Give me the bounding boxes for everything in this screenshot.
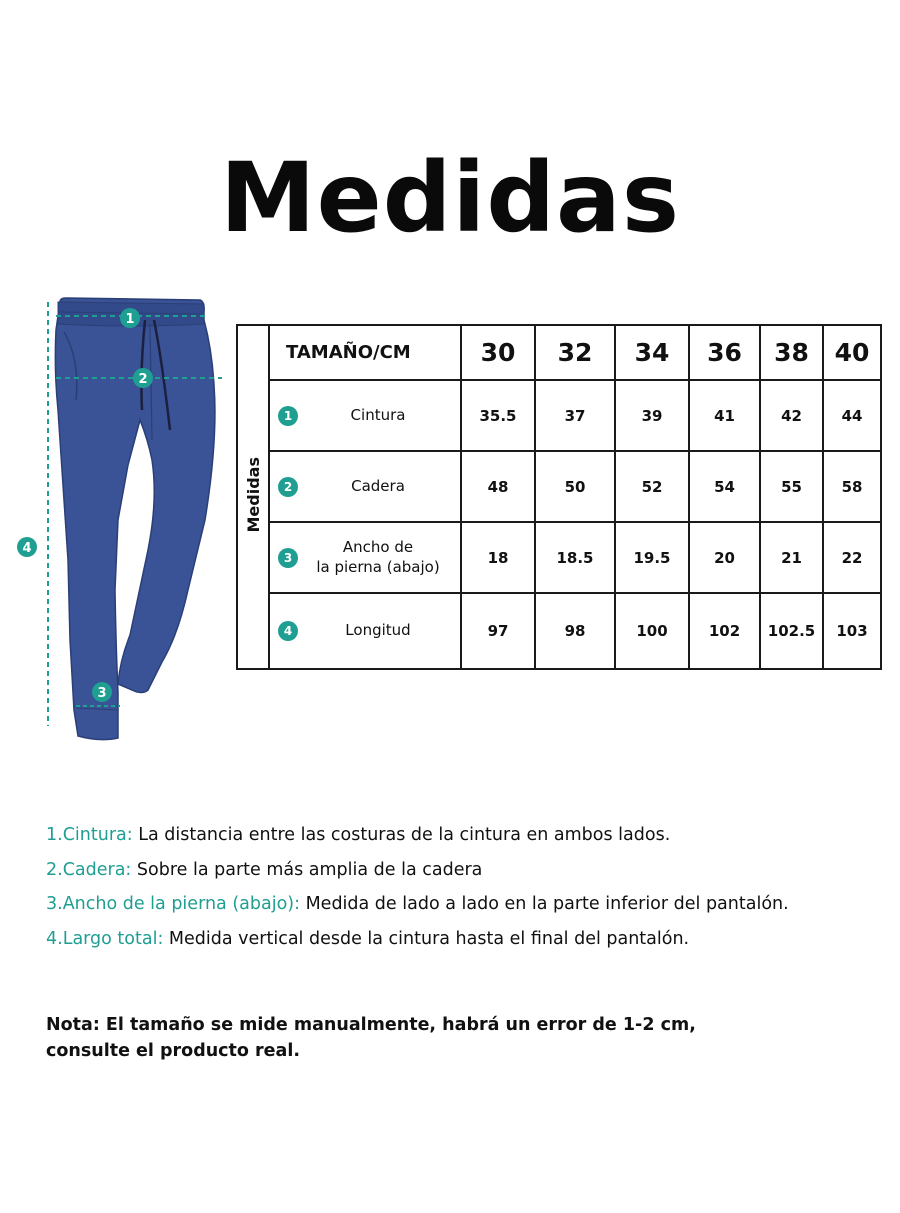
number-badge: 2: [278, 477, 298, 497]
size-header: 36: [689, 325, 760, 380]
definition-text: Sobre la parte más amplia de la cadera: [131, 859, 483, 880]
table-cell: 42: [760, 380, 823, 451]
svg-text:4: 4: [22, 541, 32, 556]
size-header: 30: [461, 325, 535, 380]
svg-text:1: 1: [125, 312, 135, 327]
measure-cell: [269, 451, 461, 522]
svg-text:2: 2: [138, 372, 148, 387]
measure-name: Cadera: [351, 476, 405, 495]
size-header: 34: [615, 325, 689, 380]
definition-term: 2.Cadera:: [46, 859, 132, 880]
definition-text: Medida vertical desde la cintura hasta el final del pantalón.: [163, 928, 690, 949]
side-label: Medidas: [243, 457, 263, 533]
side-label-cell: [237, 325, 269, 669]
header-label: TAMAÑO/CM: [269, 325, 461, 380]
size-table: [236, 324, 882, 670]
measure-name-line1: Ancho de: [342, 538, 414, 556]
number-badge: 3: [278, 548, 298, 568]
table-cell: 50: [535, 451, 615, 522]
definition-item: [46, 853, 789, 888]
definition-text: La distancia entre las costuras de la cintura en ambos lados.: [132, 825, 671, 845]
table-cell: 55: [760, 451, 823, 522]
table-cell: 100: [615, 593, 689, 669]
definitions-list: [46, 818, 789, 956]
table-cell: 48: [461, 451, 535, 522]
pants-diagram: [0, 290, 235, 750]
measure-name: Longitud: [345, 621, 411, 640]
marker-badge-3: [92, 682, 112, 702]
measure-cell: [269, 522, 461, 593]
size-header: 38: [760, 325, 823, 380]
table-cell: 35.5: [461, 380, 535, 451]
size-header: 40: [823, 325, 881, 380]
pants-icon: [55, 298, 215, 740]
table-cell: 18.5: [535, 522, 615, 593]
definition-item: [46, 922, 789, 957]
table-cell: 102.5: [760, 593, 823, 669]
table-row: [237, 593, 881, 669]
page-title: Medidas: [220, 142, 680, 254]
table-row: [237, 380, 881, 451]
marker-badge-1: [120, 308, 140, 328]
marker-badge-4: [17, 537, 37, 557]
table-row: [237, 522, 881, 593]
table-cell: 18: [461, 522, 535, 593]
note: [46, 1012, 866, 1064]
table-cell: 102: [689, 593, 760, 669]
table-cell: 58: [823, 451, 881, 522]
note-line-1: Nota: El tamaño se mide manualmente, habrá un error de 1-2 cm,: [46, 1015, 696, 1035]
table-cell: 54: [689, 451, 760, 522]
table-row: [237, 451, 881, 522]
measure-cell: [269, 380, 461, 451]
definition-text: Medida de lado a lado en la parte inferior del pantalón.: [300, 894, 789, 914]
marker-badge-2: [133, 368, 153, 388]
table-cell: 44: [823, 380, 881, 451]
size-header: 32: [535, 325, 615, 380]
table-cell: 19.5: [615, 522, 689, 593]
note-line-2: consulte el producto real.: [46, 1041, 300, 1061]
definition-item: [46, 887, 789, 922]
table-cell: 98: [535, 593, 615, 669]
table-cell: 22: [823, 522, 881, 593]
definition-term: 4.Largo total:: [46, 928, 164, 949]
table-cell: 39: [615, 380, 689, 451]
table-cell: 37: [535, 380, 615, 451]
table-cell: 20: [689, 522, 760, 593]
table-cell: 97: [461, 593, 535, 669]
number-badge: 1: [278, 406, 298, 426]
definition-item: [46, 818, 789, 853]
svg-text:3: 3: [97, 686, 107, 701]
measure-name-line2: la pierna (abajo): [316, 557, 440, 576]
table-cell: 103: [823, 593, 881, 669]
table-cell: 21: [760, 522, 823, 593]
table-cell: 41: [689, 380, 760, 451]
definition-term: 1.Cintura:: [46, 825, 133, 845]
measure-name: Cintura: [350, 405, 406, 424]
measure-cell: [269, 593, 461, 669]
definition-term: 3.Ancho de la pierna (abajo):: [46, 894, 301, 914]
table-cell: 52: [615, 451, 689, 522]
number-badge: 4: [278, 621, 298, 641]
